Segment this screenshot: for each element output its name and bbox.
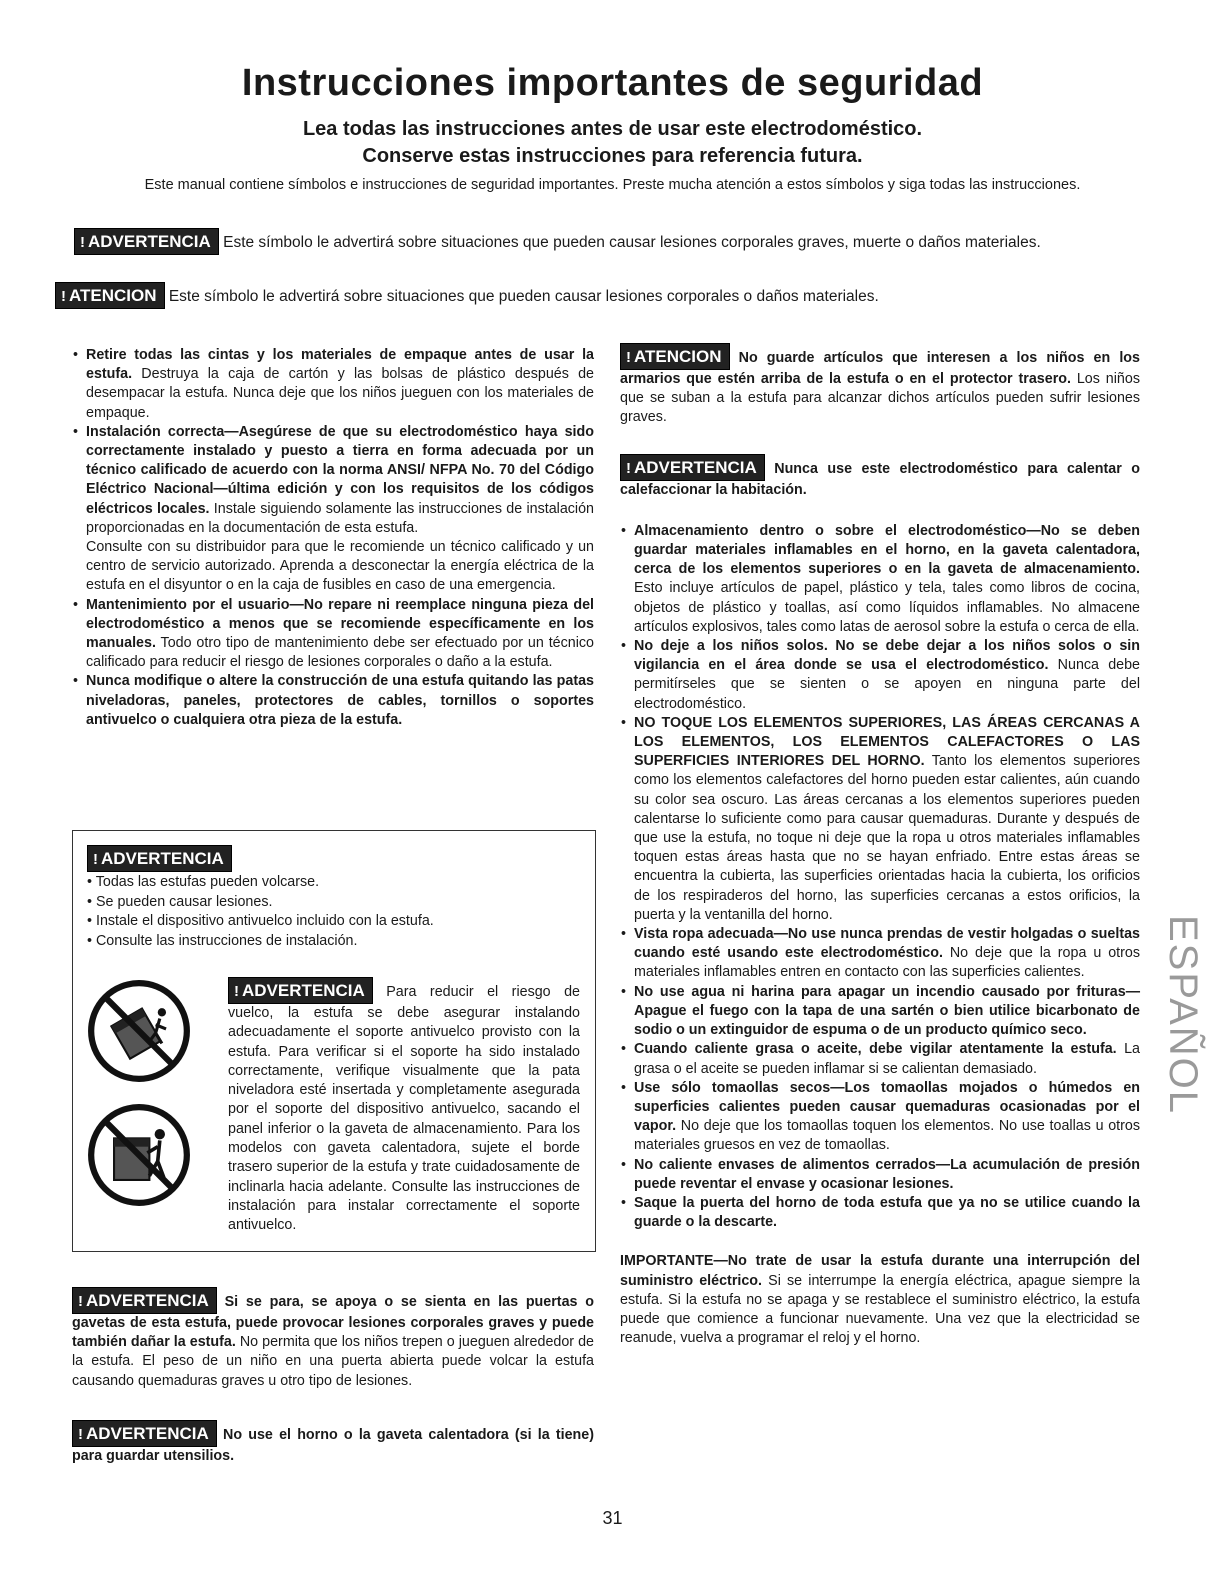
- advertencia-badge: ! ADVERTENCIA: [74, 228, 219, 255]
- warning-icon: !: [78, 1293, 83, 1310]
- list-item: • Use sólo tomaollas secos—Los tomaollas mojados o húmedos en superficies calientes pueden causar quemaduras ocasionadas por el vapor. No deje que los tomaollas toquen los elementos. No use toallas u otros materiales gruesos en vez de tomaollas.: [620, 1079, 1140, 1156]
- list-item: • No deje a los niños solos. No se debe dejar a los niños solos o sin vigilancia en el área donde se usa el electrodoméstico. Nunca debe permitírseles que se sienten o se apoyen en ninguna parte del electrodoméstico.: [620, 637, 1140, 714]
- advertencia-badge: ! ADVERTENCIA: [72, 1420, 217, 1447]
- advertencia-badge: ! ADVERTENCIA: [228, 977, 373, 1004]
- warning-icon: !: [80, 234, 85, 251]
- storage-warning: ! ADVERTENCIA No use el horno o la gaveta calentadora (si la tiene) para guardar utensilios.: [72, 1420, 594, 1466]
- legend-atencion: [55, 282, 1155, 309]
- advertencia-badge: ! ADVERTENCIA: [72, 1287, 217, 1314]
- stove-tipping-prohibited-icon: [87, 979, 191, 1083]
- advertencia-badge: ! ADVERTENCIA: [620, 454, 765, 481]
- warning-icon: !: [626, 459, 631, 477]
- subtitle-keep: Conserve estas instrucciones para referencia futura.: [362, 145, 863, 167]
- child-on-door-prohibited-icon: [87, 1103, 191, 1207]
- warning-icon: !: [78, 1426, 83, 1443]
- list-item: • Cuando caliente grasa o aceite, debe vigilar atentamente la estufa. La grasa o el aceite se pueden inflamar si se calientan demasiado.: [620, 1040, 1140, 1078]
- list-item: • Saque la puerta del horno de toda estufa que ya no se utilice cuando la guarde o la descarte.: [620, 1194, 1140, 1232]
- list-item: • Nunca modifique o altere la construcción de una estufa quitando las patas niveladoras, paneles, protectores de cables, tornillos o soportes antivuelco o cualquiera otra pieza de la estufa.: [72, 672, 594, 730]
- list-item: • Todas las estufas pueden volcarse.: [87, 873, 577, 893]
- anti-tip-list: [87, 873, 577, 951]
- language-tab: ESPAÑOL: [1161, 915, 1205, 1115]
- list-item: • Vista ropa adecuada—No use nunca prendas de vestir holgadas o sueltas cuando esté usando este electrodoméstico. No deje que la ropa u otros materiales inflamables entren en contacto con las superficies calientes.: [620, 925, 1140, 983]
- warning-icon: !: [626, 349, 631, 366]
- warning-icon: !: [93, 851, 98, 868]
- anti-tip-warning-box: [72, 830, 596, 1252]
- list-item: • Instalación correcta—Asegúrese de que su electrodoméstico haya sido correctamente instalado y puesto a tierra en forma adecuada por un técnico calificado de acuerdo con la norma ANSI/ NFPA No. 70 del Código Eléctrico Nacional—última edición y con los requisitos de los códigos eléctricos locales. Instale siguiendo solamente las instrucciones de instalación proporcionadas en la documentación de esta estufa. Consulte con su distribuidor para que le recomiende un técnico calificado y un centro de servicio autorizado. Aprenda a desconectar la energía eléctrica de la estufa en el disyuntor o en la caja de fusibles en caso de una emergencia.: [72, 423, 594, 596]
- subtitle-read: Lea todas las instrucciones antes de usar este electrodoméstico.: [302, 118, 923, 140]
- warning-icon: !: [234, 983, 239, 1000]
- list-item: • Instale el dispositivo antivuelco incluido con la estufa.: [87, 912, 577, 932]
- power-outage-note: IMPORTANTE—No trate de usar la estufa durante una interrupción del suministro eléctrico. Si se interrumpe la energía eléctrica, apague siempre la estufa. Si la estufa no se apaga y se restablece el suministro eléctrico, la estufa puede que comience a funcionar nuevamente. Una vez que la electricidad se reanude, vuelva a programar el reloj y el horno.: [620, 1253, 1140, 1347]
- legend-advertencia-text: Este símbolo le advertirá sobre situaciones que pueden causar lesiones corporales graves, muerte o daños materiales.: [223, 234, 1041, 251]
- children-caution: ! ATENCION No guarde artículos que interesen a los niños en los armarios que estén arriba de la estufa o en el protector trasero. Los niños que se suban a la estufa para alcanzar dichos artículos pueden sufrir lesiones graves.: [620, 343, 1140, 428]
- list-item: • No use agua ni harina para apagar un incendio causado por frituras—Apague el fuego con la tapa de una sartén o bien utilice bicarbonato de sodio o un extinguidor de espuma o de un producto químico seco.: [620, 983, 1140, 1041]
- page-title: Instrucciones importantes de seguridad: [241, 62, 984, 104]
- heating-warning: ! ADVERTENCIA Nunca use este electrodoméstico para calentar o calefaccionar la habitación.: [620, 454, 1140, 500]
- list-item: • Consulte las instrucciones de instalación.: [87, 932, 577, 952]
- intro-text: Este manual contiene símbolos e instrucciones de seguridad importantes. Preste mucha atención a estos símbolos y siga todas las instrucciones.: [144, 177, 1081, 193]
- list-item: • Retire todas las cintas y los materiales de empaque antes de usar la estufa. Destruya la caja de cartón y las bolsas de plástico después de desempacar la estufa. Nunca deje que los niños jueguen con los materiales de empaque.: [72, 346, 594, 423]
- list-item: • NO TOQUE LOS ELEMENTOS SUPERIORES, LAS ÁREAS CERCANAS A LOS ELEMENTOS, LOS ELEMENTOS CALEFACTORES O LAS SUPERFICIES INTERIORES DEL HORNO. Tanto los elementos superiores como los elementos calefactores del horno pueden estar calientes, aún cuando su color sea oscuro. Las áreas cercanas a los elementos superiores pueden calentarse lo suficiente como para causar quemaduras. Durante y después de que use la estufa, no toque ni deje que la ropa u otros materiales inflamables toquen estas áreas hasta que no se hayan enfriado. Entre estas áreas se encuentra la cubierta, las superficies orientadas hacia la cubierta, los orificios de los respiraderos del horno, las superficies cercanas a estos orificios, la puerta y la ventanilla del horno.: [620, 714, 1140, 925]
- left-column: [72, 346, 594, 730]
- warning-icon: !: [61, 288, 66, 305]
- legend-advertencia: [74, 228, 1174, 255]
- anti-tip-instructions: ! ADVERTENCIA Para reducir el riesgo de vuelco, la estufa se debe asegurar instalando adecuadamente el soporte antivuelco provisto con la estufa. Para verificar si el soporte ha sido instalado correctamente, verifique visualmente que la pata niveladora esté insertada y completamente asegurada por el soporte del dispositivo antivuelco, sacando el panel inferior o la gaveta de almacenamiento. Para los modelos con gaveta calentadora, sujete el borde trasero superior de la estufa y trate cuidadosamente de inclinarla hacia adelante. Consulte las instrucciones de instalación para instalar correctamente el soporte antivuelco.: [228, 977, 580, 1236]
- list-item: • No caliente envases de alimentos cerrados—La acumulación de presión puede reventar el envase y ocasionar lesiones.: [620, 1156, 1140, 1194]
- door-warning: ! ADVERTENCIA Si se para, se apoya o se sienta en las puertas o gavetas de esta estufa, puede provocar lesiones corporales graves y puede también dañar la estufa. No permita que los niños trepen o jueguen alrededor de la estufa. El peso de un niño en una puerta abierta puede volcar la estufa causando quemaduras graves u otro tipo de lesiones.: [72, 1287, 594, 1391]
- right-column: [620, 343, 1140, 1348]
- advertencia-badge: ! ADVERTENCIA: [87, 845, 232, 872]
- list-item: • Se pueden causar lesiones.: [87, 893, 577, 913]
- list-item: • Mantenimiento por el usuario—No repare ni reemplace ninguna pieza del electrodoméstico a menos que se recomiende específicamente en los manuales. Todo otro tipo de mantenimiento debe ser efectuado por un técnico calificado para reducir el riesgo de lesiones corporales o daño a la estufa.: [72, 596, 594, 673]
- page-number: 31: [602, 1508, 623, 1528]
- legend-atencion-text: Este símbolo le advertirá sobre situaciones que pueden causar lesiones corporales o daños materiales.: [168, 288, 879, 305]
- atencion-badge: ! ATENCION: [55, 282, 165, 309]
- list-item: • Almacenamiento dentro o sobre el electrodoméstico—No se deben guardar materiales inflamables en el horno, en la gaveta calentadora, cerca de los elementos superiores o en la gaveta de almacenamiento. Esto incluye artículos de papel, plástico y tela, tales como libros de cocina, objetos de plástico y toallas, así como líquidos inflamables. No almacene artículos explosivos, tales como latas de aerosol sobre la estufa o cerca de ella.: [620, 522, 1140, 637]
- atencion-badge: ! ATENCION: [620, 343, 730, 370]
